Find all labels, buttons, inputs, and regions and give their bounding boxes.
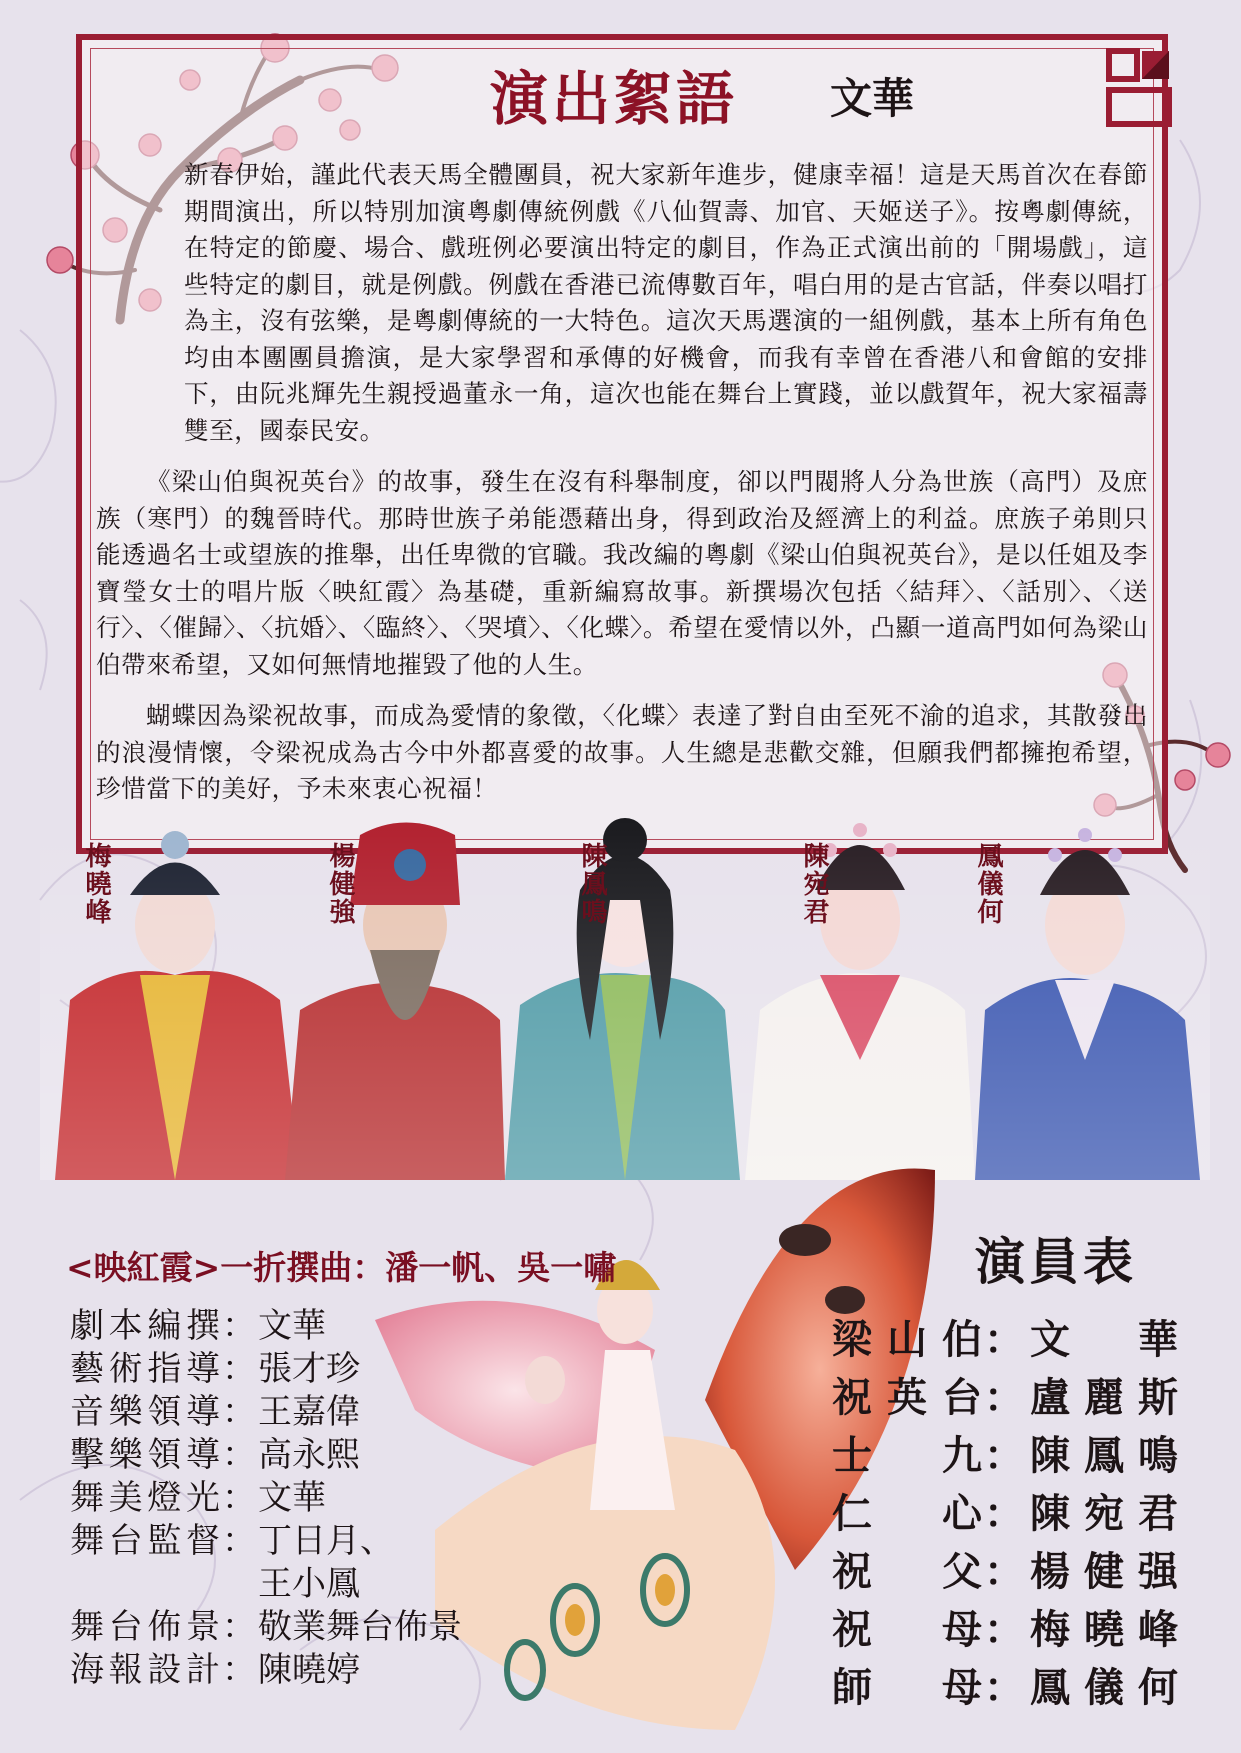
credit-role: 劇本編撰 — [70, 1306, 220, 1346]
credit-name: 文華 — [258, 1306, 326, 1346]
credit-name: 高永熙 — [258, 1435, 360, 1475]
credit-role: 舞台監督 — [70, 1521, 220, 1561]
cast-role: 仁心 — [832, 1490, 982, 1537]
actor-name-label: 梅曉峰 — [81, 842, 111, 926]
cast-row: 祝英台 ： 盧麗斯 — [832, 1366, 1192, 1424]
cast-name: 楊健强 — [1030, 1548, 1178, 1595]
cast-role: 祝英台 — [832, 1374, 982, 1421]
credit-name: 文華 — [258, 1478, 326, 1518]
credit-name: 王小鳳 — [258, 1564, 360, 1604]
cast-name: 盧麗斯 — [1030, 1374, 1178, 1421]
credit-row — [70, 1556, 510, 1604]
credit-row: 擊樂領導 ： 高永熙 — [70, 1427, 510, 1470]
page-title: 演出絮語 — [490, 65, 739, 133]
credit-name: 王嘉偉 — [258, 1392, 360, 1432]
credit-row: 舞台佈景 ： 敬業舞台佈景 — [70, 1599, 510, 1642]
essay-paragraph: 《梁山伯與祝英台》的故事，發生在沒有科舉制度，卻以門閥將人分為世族（高門）及庶族（寒門）的魏晉時代。那時世族子弟能憑藉出身，得到政治及經濟上的利益。庶族子弟則只能透過名士或望族的推舉，出任卑微的官職。我改編的粵劇《梁山伯與祝英台》，是以任姐及李寶瑩女士的唱片版〈映紅霞〉為基礎，重新編寫故事。新撰場次包括〈結拜〉、〈話別〉、〈送行〉、〈催歸〉、〈抗婚〉、〈臨終〉、〈哭墳〉、〈化蝶〉。希望在愛情以外，凸顯一道高門如何為梁山伯帶來希望，又如何無情地摧毀了他的人生。 — [96, 467, 1148, 679]
cast-row: 仁心 ： 陳宛君 — [832, 1482, 1192, 1540]
actor-name-label: 鳳儀何 — [973, 842, 1003, 926]
cast-row: 祝父 ： 楊健强 — [832, 1540, 1192, 1598]
cast-name: 陳宛君 — [1030, 1490, 1178, 1537]
credit-role: 舞台佈景 — [70, 1607, 220, 1647]
essay-paragraph: 新春伊始，謹此代表天馬全體團員，祝大家新年進步，健康幸福！這是天馬首次在春節期間演出，所以特別加演粵劇傳統例戲《八仙賀壽、加官、天姬送子》。按粵劇傳統，在特定的節慶、場合、戲班例必要演出特定的劇目，作為正式演出前的「開場戲」，這些特定的劇目，就是例戲。例戲在香港已流傳數百年，唱白用的是古官話，伴奏以唱打為主，沒有弦樂，是粵劇傳統的一大特色。這次天馬選演的一組例戲，基本上所有角色均由本團團員擔演，是大家學習和承傳的好機會，而我有幸曾在香港八和會館的安排下，由阮兆輝先生親授過董永一角，這次也能在舞台上實踐，並以戲賀年，祝大家福壽雙至，國泰民安。 — [184, 160, 1148, 445]
actor-name-label: 陳鳳鳴 — [577, 842, 607, 926]
credit-role: 藝術指導 — [70, 1349, 220, 1389]
credit-role: 音樂領導 — [70, 1392, 220, 1432]
credit-name: 陳曉婷 — [258, 1650, 360, 1690]
cast-role: 祝父 — [832, 1548, 982, 1595]
credit-row: 藝術指導 ： 張才珍 — [70, 1341, 510, 1384]
credit-row: 舞美燈光 ： 文華 — [70, 1470, 510, 1513]
credit-row: 舞台監督 ： 丁日月、 — [70, 1513, 510, 1556]
credit-role: 擊樂領導 — [70, 1435, 220, 1475]
credit-role: 舞美燈光 — [70, 1478, 220, 1518]
credit-name: 丁日月、 — [258, 1521, 394, 1561]
cast-role: 梁山伯 — [832, 1316, 982, 1363]
cast-name: 文華 — [1030, 1316, 1178, 1363]
credit-role: 海報設計 — [70, 1650, 220, 1690]
credit-row: 劇本編撰 ： 文華 — [70, 1298, 510, 1341]
song-credit: <映紅霞>一折撰曲：潘一帆、吳一嘯 — [66, 1248, 617, 1287]
cast-list — [832, 1308, 1192, 1714]
essay-author: 文華 — [830, 74, 915, 123]
cast-row: 祝母 ： 梅曉峰 — [832, 1598, 1192, 1656]
essay-paragraph: 蝴蝶因為梁祝故事，而成為愛情的象徵，〈化蝶〉表達了對自由至死不渝的追求，其散發出的浪漫情懷，令梁祝成為古今中外都喜愛的故事。人生總是悲歡交雜，但願我們都擁抱希望，珍惜當下的美好，予未來衷心祝福！ — [96, 701, 1148, 803]
credit-name: 張才珍 — [258, 1349, 360, 1389]
cast-row: 士九 ： 陳鳳鳴 — [832, 1424, 1192, 1482]
cast-row: 師母 ： 鳳儀何 — [832, 1656, 1192, 1714]
credit-name: 敬業舞台佈景 — [258, 1607, 462, 1647]
credit-row: 海報設計 ： 陳曉婷 — [70, 1642, 510, 1685]
cast-name: 梅曉峰 — [1030, 1606, 1178, 1653]
cast-role: 士九 — [832, 1432, 982, 1479]
actor-name-label: 楊健強 — [325, 842, 355, 926]
cast-role: 祝母 — [832, 1606, 982, 1653]
cast-row: 梁山伯 ： 文華 — [832, 1308, 1192, 1366]
cast-name: 鳳儀何 — [1030, 1664, 1178, 1711]
cast-role: 師母 — [832, 1664, 982, 1711]
actor-name-label: 陳宛君 — [799, 842, 829, 926]
credit-row: 音樂領導 ： 王嘉偉 — [70, 1384, 510, 1427]
credits-list — [70, 1298, 510, 1690]
cast-name: 陳鳳鳴 — [1030, 1432, 1178, 1479]
cast-title: 演員表 — [975, 1232, 1137, 1291]
